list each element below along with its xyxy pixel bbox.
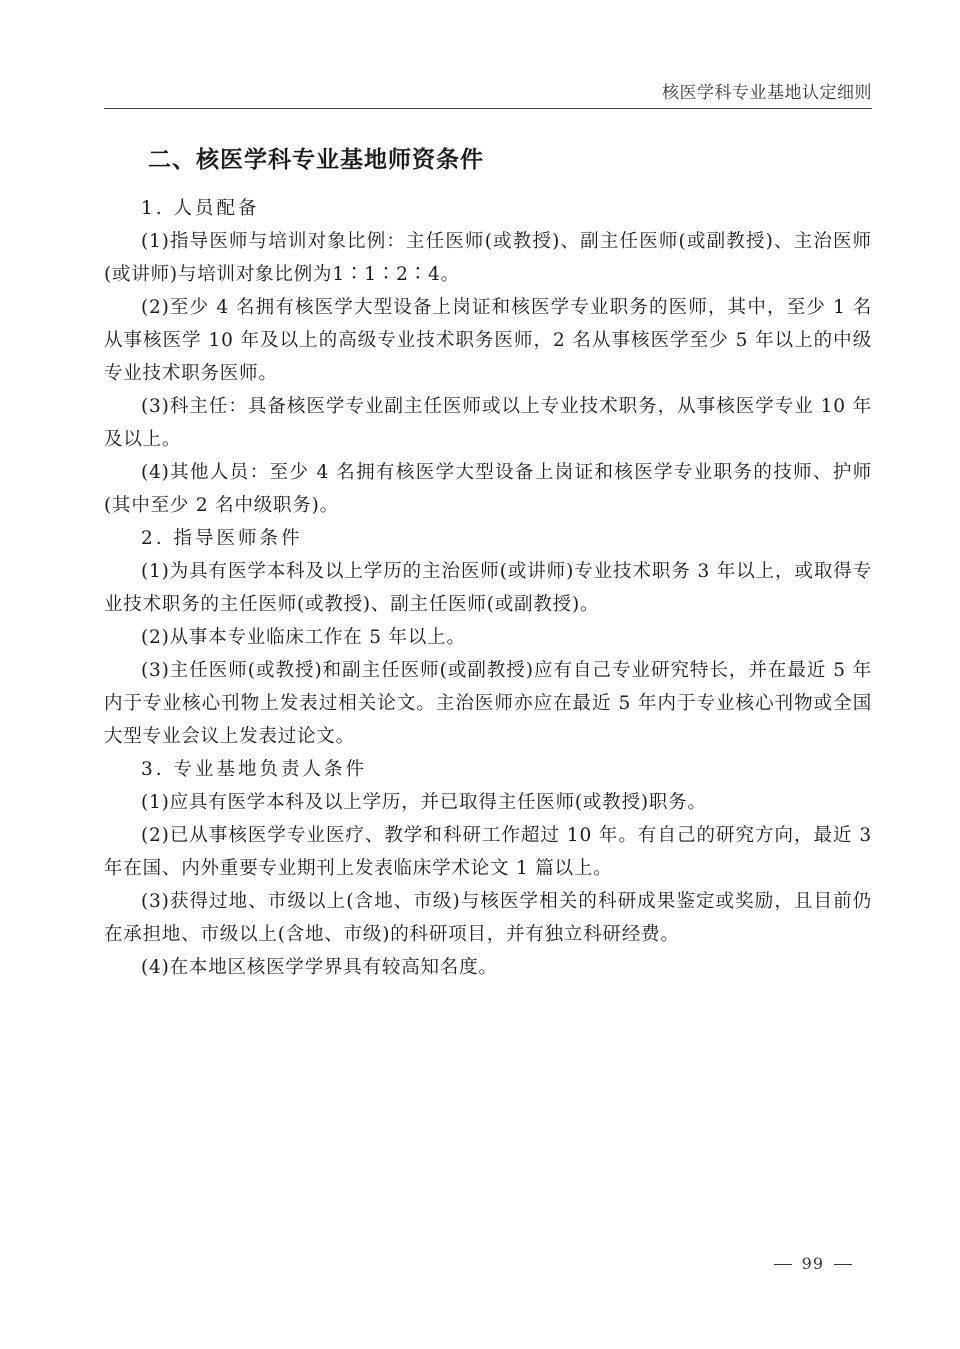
subsection-heading: 1. 人员配备 <box>141 198 260 219</box>
running-header-title: 核医学科专业基地认定细则 <box>662 83 872 103</box>
paragraph: (1)应具有医学本科及以上学历，并已取得主任医师(或教授)职务。 <box>141 792 707 813</box>
dash-left <box>774 1264 792 1265</box>
paragraph: (3)获得过地、市级以上(含地、市级)与核医学相关的科研成果鉴定或奖励，且目前仍在承担地、市级以上(含地、市级)的科研项目，并有独立科研经费。 <box>104 891 872 945</box>
paragraph: (4)在本地区核医学学界具有较高知名度。 <box>141 957 498 978</box>
paragraph: (2)从事本专业临床工作在 5 年以上。 <box>141 627 466 648</box>
page-header <box>104 74 872 109</box>
paragraph: (2)已从事核医学专业医疗、教学和科研工作超过 10 年。有自己的研究方向，最近 3 年在国、内外重要专业期刊上发表临床学术论文 1 篇以上。 <box>104 825 872 879</box>
subsection-heading: 3. 专业基地负责人条件 <box>141 759 368 780</box>
paragraph: (4)其他人员：至少 4 名拥有核医学大型设备上岗证和核医学专业职务的技师、护师(其中至少 2 名中级职务)。 <box>104 462 872 516</box>
paragraph: (3)科主任：具备核医学专业副主任医师或以上专业技术职务，从事核医学专业 10 年及以上。 <box>104 396 872 450</box>
page-number: 99 <box>801 1254 824 1273</box>
paragraph: (1)为具有医学本科及以上学历的主治医师(或讲师)专业技术职务 3 年以上，或取得专业技术职务的主任医师(或教授)、副主任医师(或副教授)。 <box>104 561 872 615</box>
paragraph: (1)指导医师与培训对象比例：主任医师(或教授)、副主任医师(或副教授)、主治医师(或讲师)与培训对象比例为1∶1∶2∶4。 <box>104 231 872 285</box>
subsection-heading: 2. 指导医师条件 <box>141 528 303 549</box>
paragraph: (3)主任医师(或教授)和副主任医师(或副教授)应有自己专业研究特长，并在最近 5 年内于专业核心刊物上发表过相关论文。主治医师亦应在最近 5 年内于专业核心刊物或全国大型专业会议上发表过论文。 <box>104 660 872 747</box>
dash-right <box>834 1264 852 1265</box>
paragraph-list <box>104 192 872 984</box>
section-heading: 二、核医学科专业基地师资条件 <box>148 147 484 173</box>
paragraph: (2)至少 4 名拥有核医学大型设备上岗证和核医学专业职务的医师，其中，至少 1 名从事核医学 10 年及以上的高级专业技术职务医师，2 名从事核医学至少 5 年以上的中级专业技术职务医师。 <box>104 297 872 384</box>
page-body <box>104 140 872 984</box>
page-footer <box>764 1254 862 1273</box>
